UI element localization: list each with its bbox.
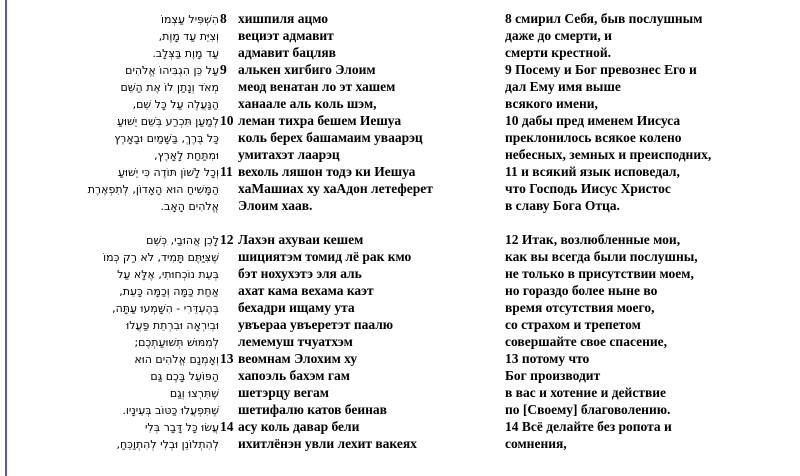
russian-text-line: дал Ему имя выше xyxy=(505,79,621,94)
hebrew-text: וְצִיֵּת עַד מָוֶת, xyxy=(158,30,219,43)
russian-text-line: 12 Итак, возлюбленные мои, xyxy=(505,232,681,247)
transliteration-text: хишпиля ацмо xyxy=(238,11,329,26)
verse-line xyxy=(8,367,433,384)
hebrew-text: לְמִמּוּשׁ תְּשׁוּעַתְכֶם; xyxy=(134,336,219,349)
transliteration-text: меод венатан ло эт хашем xyxy=(238,79,396,94)
transliteration-text: умитахэт лаарэц xyxy=(238,147,340,162)
verse-line xyxy=(8,10,433,27)
russian-text-line: сомнения, xyxy=(505,436,567,451)
verse-line xyxy=(8,384,433,401)
transliteration-text: шетэрцу вегам xyxy=(238,385,329,400)
transliteration-text: лемемуш тчуатхэм xyxy=(238,334,353,349)
transliteration-text: вехоль ляшон тодэ ки Иешуа xyxy=(238,164,416,179)
transliteration-text: вециэт адмавит xyxy=(238,28,334,43)
hebrew-text: הַפּוֹעֵל בָּכֶם גַּם xyxy=(150,370,219,383)
russian-text-line: небесных, земных и преисподних, xyxy=(505,147,712,162)
transliteration-text: увъераа увъеретэт паалю xyxy=(238,317,394,332)
verse-number: 11 xyxy=(220,164,233,179)
transliteration-text: Лахэн ахуваи кешем xyxy=(238,232,364,247)
transliteration-text: шетифалю катов беинав xyxy=(238,402,387,417)
russian-text-line: смерти крестной. xyxy=(505,45,612,60)
verse-line xyxy=(8,435,433,452)
russian-text-line: совершайте свое спасение, xyxy=(505,334,668,349)
verse-line xyxy=(8,163,433,180)
russian-text-line: не только в присутствии моем, xyxy=(505,266,694,281)
verse-line xyxy=(8,112,433,129)
transliteration-text: асу коль давар бели xyxy=(238,419,360,434)
verse-line xyxy=(8,282,433,299)
transliteration-text: шициятэм томид лё рак кмо xyxy=(238,249,412,264)
russian-text-line: Бог производит xyxy=(505,368,601,383)
russian-text-line: преклонилось всякое колено xyxy=(505,130,682,145)
russian-text-line: 11 и всякий язык исповедал, xyxy=(505,164,680,179)
hebrew-text: וְכָל לָשׁוֹן תּוֹדֶה כִּי יֵשׁוּעַ xyxy=(117,166,219,179)
verse-line xyxy=(8,95,433,112)
hebrew-text: הַמָּשִׁיחַ הוּא הָאָדוֹן, לְתִפְאֶרֶת xyxy=(87,183,219,196)
verse-line xyxy=(8,299,433,316)
verse-number: 12 xyxy=(220,232,234,247)
verse-line xyxy=(8,316,433,333)
hebrew-text: שֶׁצִּיַּתֶּם תָּמִיד, לֹא רַק כְּמוֹ xyxy=(103,251,219,264)
transliteration-text: бехадри ищаму ута xyxy=(238,300,355,315)
hebrew-text: שֶׁתִּרְצוּ וְגַם xyxy=(169,387,219,400)
verse-number: 10 xyxy=(220,113,234,128)
russian-text-line: даже до смерти, и xyxy=(505,28,612,43)
verse-line xyxy=(8,180,433,197)
russian-text-line: что Господь Иисус Христос xyxy=(505,181,671,196)
verse-number: 13 xyxy=(220,351,234,366)
hebrew-transliteration-column xyxy=(8,10,433,452)
transliteration-text: коль берех башамаим уваарэц xyxy=(238,130,423,145)
russian-text-line: со страхом и трепетом xyxy=(505,317,641,332)
hebrew-text: לְמַעַן תִּכְרַע בְּשֵׁם יֵשׁוּעַ xyxy=(116,115,219,128)
russian-text-line: в вас и хотение и действие xyxy=(505,385,667,400)
hebrew-text: בְּהֶעְדֵּרִי - הִשָּׁמְעוּ עַתָּה, xyxy=(112,302,219,315)
russian-translation-column xyxy=(505,10,711,452)
transliteration-text: ихитлёнэн увли лехит вакеях xyxy=(238,436,417,451)
russian-text-line: время отсутствия моего, xyxy=(505,300,655,315)
verse-line xyxy=(8,129,433,146)
verse-line xyxy=(8,231,433,248)
transliteration-text: хапоэль бахэм гам xyxy=(238,368,350,383)
transliteration-text: Элоим хаав. xyxy=(238,198,313,213)
verse-number: 8 xyxy=(220,11,227,26)
hebrew-text: וְאָמְנָם אֱלֹהִים הוּא xyxy=(134,353,219,366)
verse-line xyxy=(8,61,433,78)
verse-line xyxy=(8,27,433,44)
transliteration-text: ханаале аль коль шэм, xyxy=(238,96,377,111)
verse-line xyxy=(8,248,433,265)
hebrew-text: עַד מָוֶת בַּצְּלָב. xyxy=(152,47,219,60)
verse-line xyxy=(8,418,433,435)
verse-line xyxy=(8,146,433,163)
russian-text-line: 13 потому что xyxy=(505,351,590,366)
verse-line xyxy=(8,197,433,214)
hebrew-text: לְהִתְלוֹנֵן וּבְלִי לְהִתְוַכֵּחַ, xyxy=(116,438,219,451)
russian-text-line: по [Своему] благоволению. xyxy=(505,402,671,417)
transliteration-text: веомнам Элохим ху xyxy=(238,351,358,366)
russian-text-line: всякого имени, xyxy=(505,96,598,111)
hebrew-text: אַחַת כַּמָּה וְכַמָּה כָּעֵת, xyxy=(119,285,219,298)
russian-text-line: 9 Посему и Бог превознес Его и xyxy=(505,62,697,77)
russian-text-line: как вы всегда были послушны, xyxy=(505,249,698,264)
verse-line xyxy=(8,78,433,95)
verse-number: 9 xyxy=(220,62,227,77)
transliteration-text: адмавит бацляв xyxy=(238,45,336,60)
left-margin-rule xyxy=(5,0,7,476)
hebrew-text: הַנַּעֲלֶה עַל כָּל שֵׁם, xyxy=(132,98,219,111)
hebrew-text: עַל כֵּן הִגְבִּיהוֹ אֱלֹהִים xyxy=(125,64,219,77)
russian-text-line: в славу Бога Отца. xyxy=(505,198,620,213)
russian-text-line: 14 Всё делайте без ропота и xyxy=(505,419,672,434)
verse-line xyxy=(8,350,433,367)
russian-text-line: 8 смирил Себя, быв послушным xyxy=(505,11,703,26)
hebrew-text: בְּעֵת נוֹכְחוּתִי, אֶלָּא עַל xyxy=(117,268,219,281)
hebrew-text: שֶׁתִּפְעֲלוּ כַּטּוֹב בְּעֵינָיו. xyxy=(122,404,219,417)
verse-line xyxy=(8,401,433,418)
transliteration-text: леман тихра бешем Иешуа xyxy=(238,113,402,128)
hebrew-text: עֲשׂוּ כָּל דָּבָר בְּלִי xyxy=(145,421,219,434)
hebrew-text: וּמִתַּחַת לָאָרֶץ, xyxy=(154,149,219,162)
transliteration-text: алькен хигбиго Элоим xyxy=(238,62,376,77)
hebrew-text: כָּל בֶּרֶךְ, בַּשָּׁמַיִם וּבָאָרֶץ xyxy=(114,132,219,145)
transliteration-text: бэт нохухэтэ эля аль xyxy=(238,266,362,281)
hebrew-text: וּבְיִרְאָה וּבִרְתֵת פַּעֲלוּ xyxy=(126,319,219,332)
verse-line xyxy=(8,265,433,282)
verse-number: 14 xyxy=(220,419,234,434)
russian-text-line: но гораздо более ныне во xyxy=(505,283,658,298)
hebrew-text: לָכֵן אֲהוּבַי, כְּשֵׁם xyxy=(146,234,219,247)
transliteration-text: хаМашиах ху хаАдон летеферет xyxy=(238,181,433,196)
verse-line xyxy=(8,44,433,61)
verse-line xyxy=(8,333,433,350)
transliteration-text: ахат кама вехама каэт xyxy=(238,283,374,298)
hebrew-text: אֱלֹהִים הָאָב. xyxy=(160,200,219,213)
russian-text-line: 10 дабы пред именем Иисуса xyxy=(505,113,681,128)
hebrew-text: מְאֹד וְנָתַן לוֹ אֶת הַשֵּׁם xyxy=(120,81,219,94)
hebrew-text: הִשְׁפִּיל עַצְמוֹ xyxy=(160,13,219,26)
